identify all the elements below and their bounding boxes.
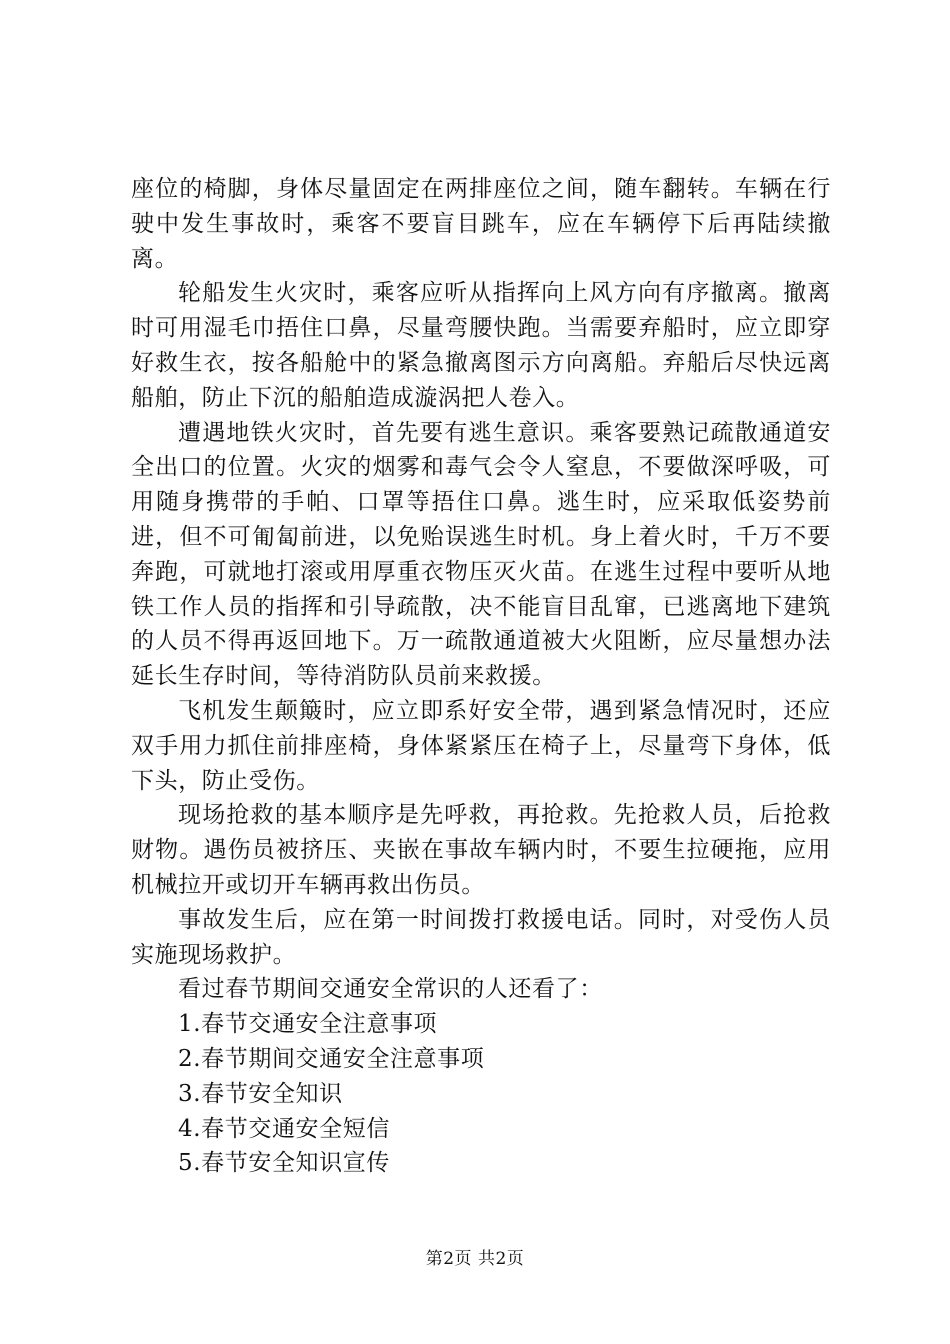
paragraph-continuation: 座位的椅脚，身体尽量固定在两排座位之间，随车翻转。车辆在行驶中发生事故时，乘客不要盲目跳车，应在车辆停下后再陆续撤离。 xyxy=(131,176,831,272)
paragraph-airplane-turbulence: 飞机发生颠簸时，应立即系好安全带，遇到紧急情况时，还应双手用力抓住前排座椅，身体紧紧压在椅子上，尽量弯下身体，低下头，防止受伤。 xyxy=(131,697,831,794)
related-link-3[interactable]: 3.春节安全知识 xyxy=(178,1080,343,1107)
paragraph-after-accident: 事故发生后，应在第一时间拨打救援电话。同时，对受伤人员实施现场救护。 xyxy=(131,906,831,968)
paragraph-ship-fire: 轮船发生火灾时，乘客应听从指挥向上风方向有序撤离。撤离时可用湿毛巾捂住口鼻，尽量弯腰快跑。当需要弃船时，应立即穿好救生衣，按各船舱中的紧急撤离图示方向离船。弃船后尽快远离船舶，防止下沉的船舶造成漩涡把人卷入。 xyxy=(131,280,831,411)
paragraph-on-site-rescue: 现场抢救的基本顺序是先呼救，再抢救。先抢救人员，后抢救财物。遇伤员被挤压、夹嵌在事故车辆内时，不要生拉硬拖，应用机械拉开或切开车辆再救出伤员。 xyxy=(131,802,831,898)
related-list xyxy=(131,1007,831,1181)
related-articles xyxy=(131,972,831,1181)
paragraph-subway-fire: 遭遇地铁火灾时，首先要有逃生意识。乘客要熟记疏散通道安全出口的位置。火灾的烟雾和毒气会令人窒息，不要做深呼吸，可用随身携带的手帕、口罩等捂住口鼻。逃生时，应采取低姿势前进，但不可匍匐前进，以免贻误逃生时机。身上着火时，千万不要奔跑，可就地打滚或用厚重衣物压灭火苗。在逃生过程中要听从地铁工作人员的指挥和引导疏散，决不能盲目乱窜，已逃离地下建筑的人员不得再返回地下。万一疏散通道被大火阻断，应尽量想办法延长生存时间，等待消防队员前来救援。 xyxy=(131,419,831,690)
related-link-4[interactable]: 4.春节交通安全短信 xyxy=(178,1115,390,1142)
related-heading: 看过春节期间交通安全常识的人还看了： xyxy=(178,976,603,1003)
page-footer: 第2页 共2页 xyxy=(425,1249,525,1269)
document-body xyxy=(131,172,831,1181)
related-link-2[interactable]: 2.春节期间交通安全注意事项 xyxy=(178,1045,485,1072)
related-link-1[interactable]: 1.春节交通安全注意事项 xyxy=(178,1011,438,1038)
related-link-5[interactable]: 5.春节安全知识宣传 xyxy=(178,1150,390,1177)
